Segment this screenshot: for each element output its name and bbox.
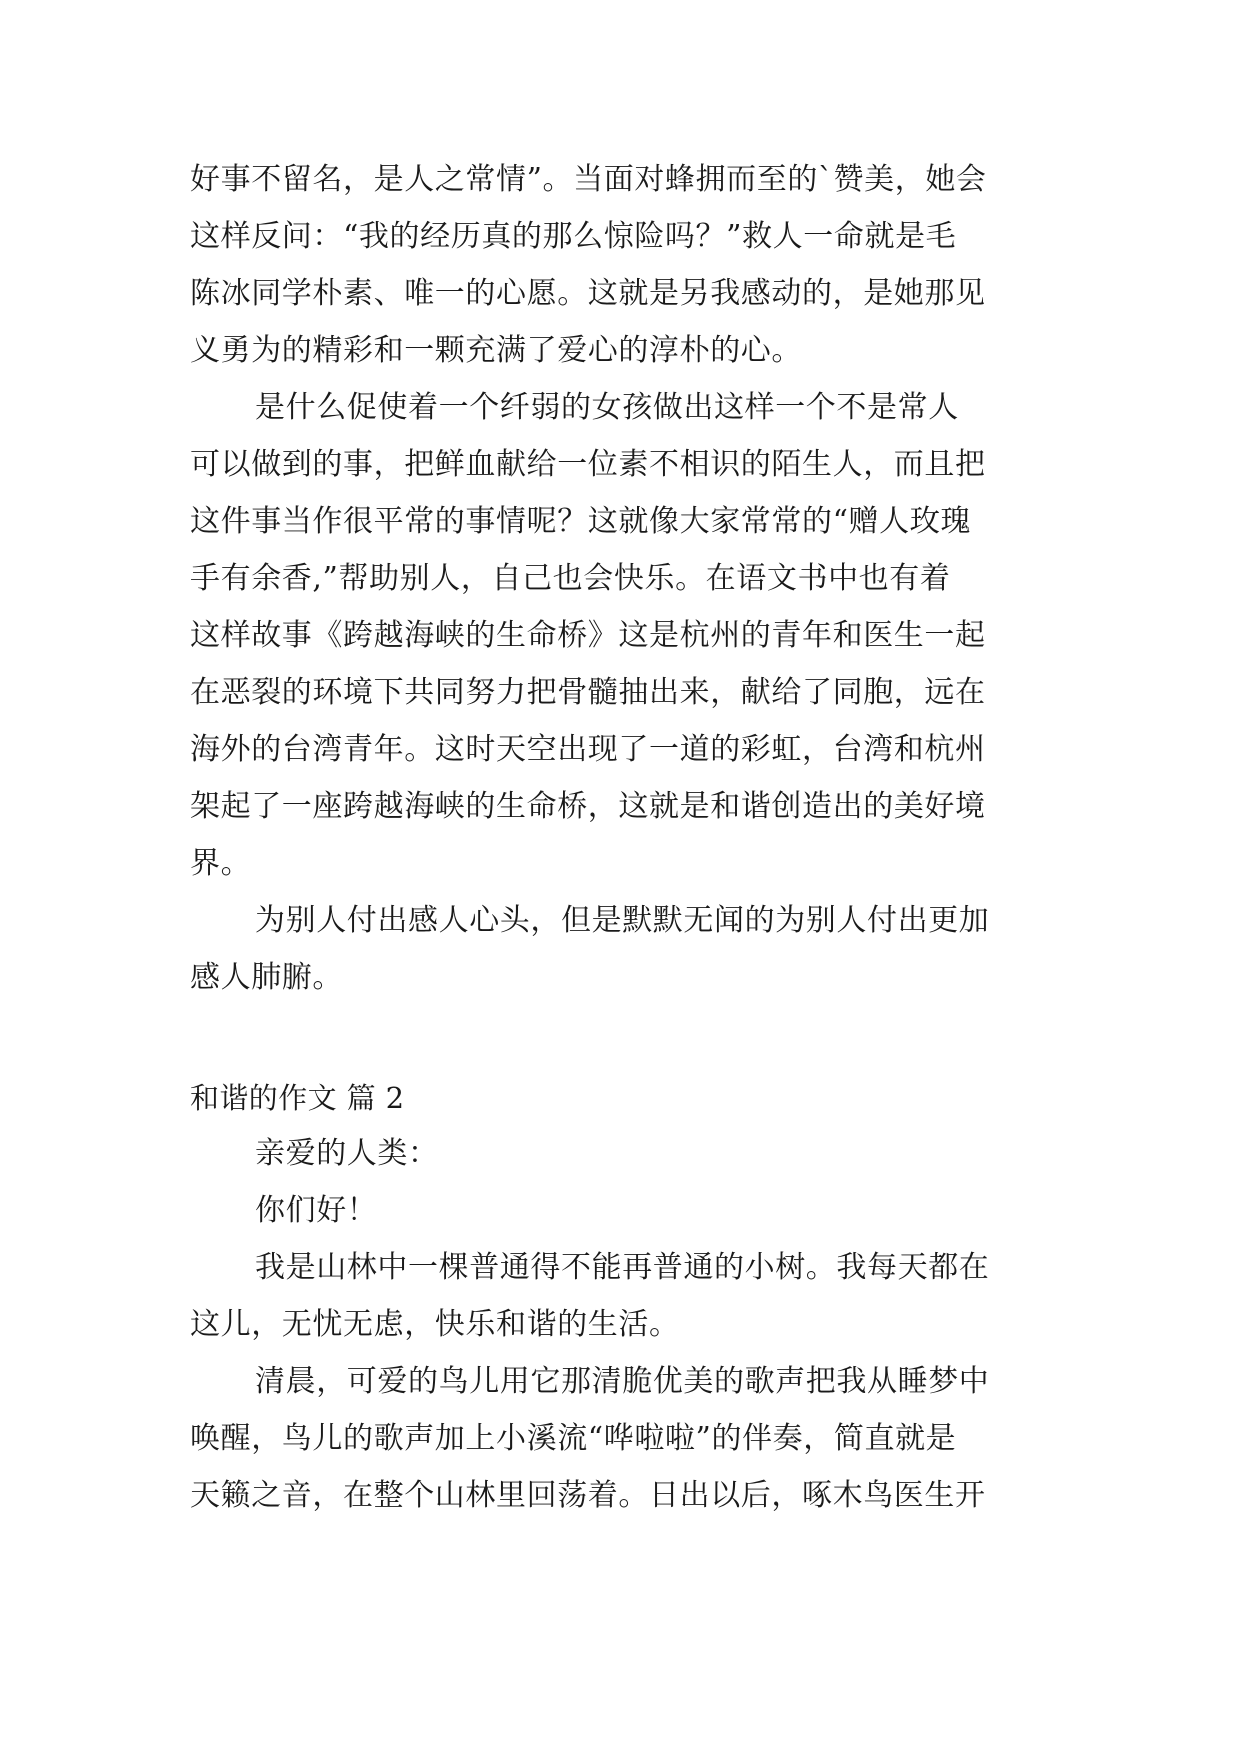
text-line: 可以做到的事，把鲜血献给一位素不相识的陌生人，而且把 [190,447,986,482]
paragraph-start-line: 清晨，可爱的鸟儿用它那清脆优美的歌声把我从睡梦中 [255,1364,990,1399]
text-line: 这儿，无忧无虑，快乐和谐的生活。 [190,1307,680,1342]
text-line: 天籁之音，在整个山林里回荡着。日出以后，啄木鸟医生开 [190,1478,986,1513]
text-line: 这样故事《跨越海峡的生命桥》这是杭州的青年和医生一起 [190,618,986,653]
text-line: 手有余香,”帮助别人，自己也会快乐。在语文书中也有着 [190,561,951,596]
text-line: 感人肺腑。 [190,960,343,995]
salutation-line: 亲爱的人类： [255,1136,439,1171]
section-heading: 和谐的作文 篇 2 [190,1081,405,1115]
paragraph-start-line: 是什么促使着一个纤弱的女孩做出这样一个不是常人 [255,390,959,425]
text-line: 界。 [190,846,252,881]
text-line: 好事不留名，是人之常情”。当面对蜂拥而至的`赞美，她会 [190,162,987,197]
text-line: 在恶裂的环境下共同努力把骨髓抽出来，献给了同胞，远在 [190,675,986,710]
text-line: 唤醒，鸟儿的歌声加上小溪流“哗啦啦”的伴奏，简直就是 [190,1421,957,1456]
text-line: 这样反问：“我的经历真的那么惊险吗？”救人一命就是毛 [190,219,957,254]
text-line: 架起了一座跨越海峡的生命桥，这就是和谐创造出的美好境 [190,789,986,824]
text-line: 陈冰同学朴素、唯一的心愿。这就是另我感动的，是她那见 [190,276,986,311]
paragraph-start-line: 为别人付出感人心头，但是默默无闻的为别人付出更加 [255,903,990,938]
text-line: 这件事当作很平常的事情呢？这就像大家常常的“赠人玫瑰 [190,504,971,539]
text-line: 义勇为的精彩和一颗充满了爱心的淳朴的心。 [190,333,802,368]
greeting-line: 你们好！ [255,1193,378,1228]
text-line: 海外的台湾青年。这时天空出现了一道的彩虹，台湾和杭州 [190,732,986,767]
paragraph-start-line: 我是山林中一棵普通得不能再普通的小树。我每天都在 [255,1250,990,1285]
